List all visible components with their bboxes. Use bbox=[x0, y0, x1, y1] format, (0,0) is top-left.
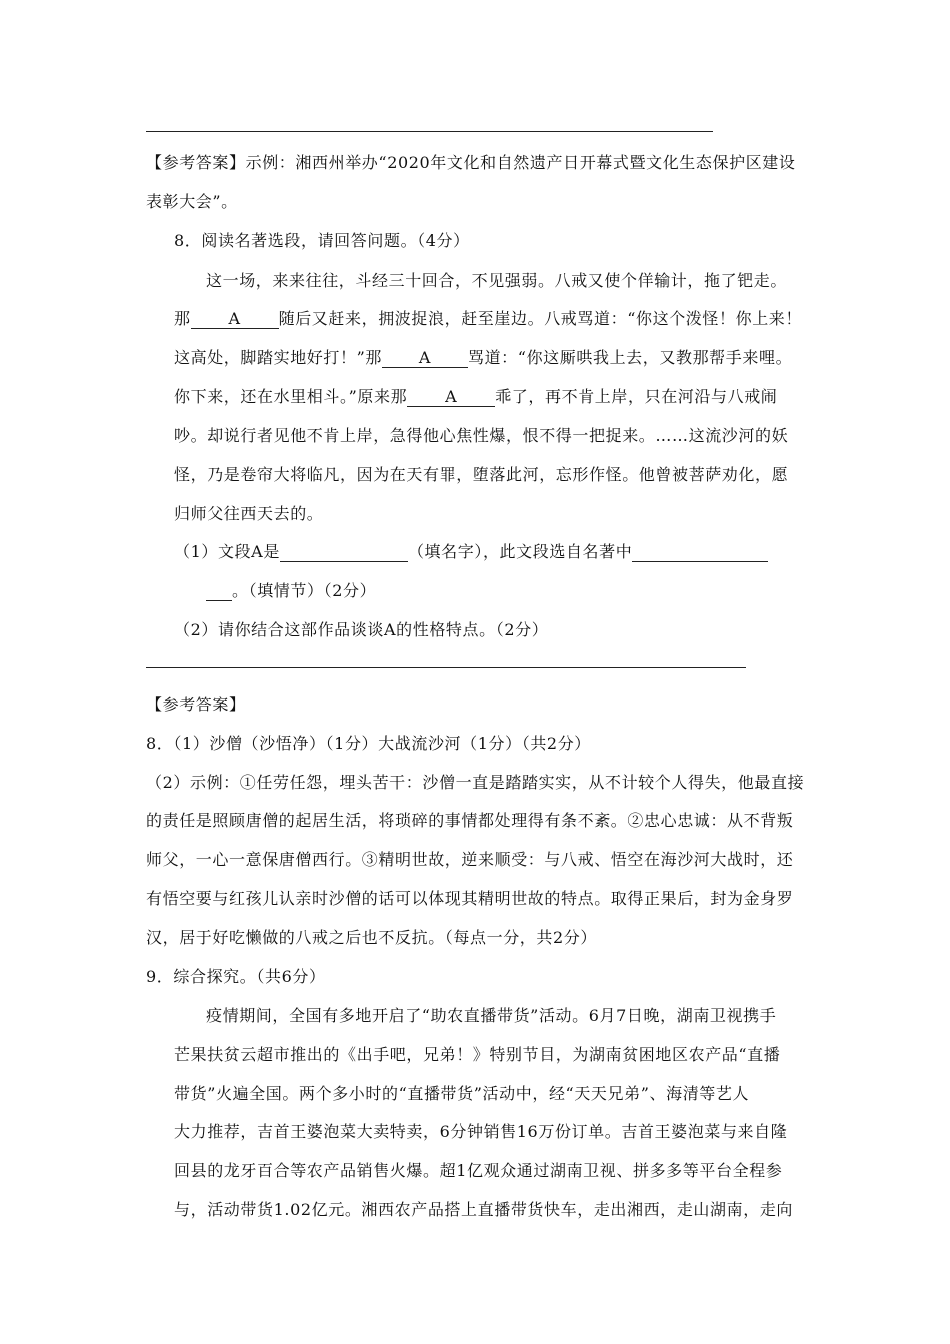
passage-text: 那 bbox=[174, 309, 191, 328]
passage-line-5: 吵。却说行者见他不肯上岸，急得他心焦性爆，恨不得一把捉来。……这流沙河的妖 bbox=[174, 426, 789, 445]
answer-blank-plot-cont[interactable] bbox=[206, 582, 232, 601]
passage-line-6: 怪，乃是卷帘大将临凡，因为在天有罪，堕落此河，忘形作怪。他曾被菩萨劝化，愿 bbox=[174, 465, 789, 484]
passage-line-4 bbox=[174, 386, 777, 408]
q8-sub1 bbox=[174, 541, 768, 563]
passage-line-7: 归师父往西天去的。 bbox=[174, 504, 324, 523]
q8-answer-line-3: 的责任是照顾唐僧的起居生活，将琐碎的事情都处理得有条不紊。②忠心忠诚：从不背叛 bbox=[146, 811, 794, 830]
passage-text: 你下来，还在水里相斗。”原来那 bbox=[174, 387, 408, 406]
answer-text: 示例：湘西州举办“2020年文化和自然遗产日开幕式暨文化生态保护区建设 bbox=[245, 153, 796, 172]
answer-blank-plot[interactable] bbox=[632, 543, 768, 562]
passage-text: 随后又赶来，拥波捉浪，赶至崖边。八戒骂道：“你这个泼怪！你上来！ bbox=[278, 309, 802, 328]
answer-line-top bbox=[146, 131, 713, 132]
passage-line-3 bbox=[174, 347, 792, 369]
passage-text: 乖了，再不肯上岸，只在河沿与八戒闹 bbox=[495, 387, 778, 406]
question-text: 。（填情节）（2分） bbox=[232, 581, 377, 600]
q8-sub1-cont bbox=[206, 580, 376, 602]
q8-header: 8．阅读名著选段，请回答问题。（4分） bbox=[174, 231, 470, 250]
q8-answer-line-5: 有悟空要与红孩儿认亲时沙僧的话可以体现其精明世故的特点。取得正果后，封为金身罗 bbox=[146, 889, 794, 908]
answer-line-q8 bbox=[146, 667, 746, 668]
q9-line-6: 与，活动带货1.02亿元。湘西农产品搭上直播带货快车，走出湘西，走山湖南，走向 bbox=[174, 1200, 794, 1219]
fill-blank-a: A bbox=[407, 388, 495, 407]
passage-text: 骂道：“你这厮哄我上去，又教那帮手来哩。 bbox=[467, 348, 793, 367]
answer-label: 【参考答案】 bbox=[146, 153, 246, 172]
q9-line-1: 疫情期间，全国有多地开启了“助农直播带货”活动。6月7日晚，湖南卫视携手 bbox=[206, 1006, 777, 1025]
q8-answer-line-1: 8．（1）沙僧（沙悟净）（1分）大战流沙河（1分）（共2分） bbox=[146, 734, 591, 753]
q7-answer-line-2: 表彰大会”。 bbox=[146, 192, 238, 211]
q7-answer-line-1 bbox=[146, 152, 796, 174]
q8-answer-line-4: 师父，一心一意保唐僧西行。③精明世故，逆来顺受：与八戒、悟空在海沙河大战时，还 bbox=[146, 850, 794, 869]
q9-header: 9．综合探究。（共6分） bbox=[146, 967, 326, 986]
q8-answer-label: 【参考答案】 bbox=[146, 695, 246, 714]
passage-text: 这高处，脚踏实地好打！”那 bbox=[174, 348, 382, 367]
question-text: （1）文段A是 bbox=[174, 542, 280, 561]
answer-blank-name[interactable] bbox=[280, 543, 408, 562]
q9-line-4: 大力推荐，吉首王婆泡菜大卖特卖，6分钟销售16万份订单。吉首王婆泡菜与来自隆 bbox=[174, 1122, 788, 1141]
question-text: （填名字），此文段选自名著中 bbox=[407, 542, 633, 561]
passage-line-1: 这一场，来来往往，斗经三十回合，不见强弱。八戒又使个佯输计，拖了钯走。 bbox=[206, 271, 788, 290]
q8-answer-line-6: 汉，居于好吃懒做的八戒之后也不反抗。（每点一分，共2分） bbox=[146, 928, 597, 947]
q8-sub2: （2）请你结合这部作品谈谈A的性格特点。（2分） bbox=[174, 620, 549, 639]
q9-line-2: 芒果扶贫云超市推出的《出手吧，兄弟！》特别节目，为湖南贫困地区农产品“直播 bbox=[174, 1045, 781, 1064]
q9-line-5: 回县的龙牙百合等农产品销售火爆。超1亿观众通过湖南卫视、拼多多等平台全程参 bbox=[174, 1161, 783, 1180]
passage-line-2 bbox=[174, 308, 802, 330]
fill-blank-a: A bbox=[191, 310, 279, 329]
q8-answer-line-2: （2）示例：①任劳任怨，埋头苦干：沙僧一直是踏踏实实，从不计较个人得失，他最直接 bbox=[146, 773, 805, 792]
fill-blank-a: A bbox=[382, 349, 468, 368]
q9-line-3: 带货”火遍全国。两个多小时的“直播带货”活动中，经“天天兄弟”、海清等艺人 bbox=[174, 1084, 750, 1103]
